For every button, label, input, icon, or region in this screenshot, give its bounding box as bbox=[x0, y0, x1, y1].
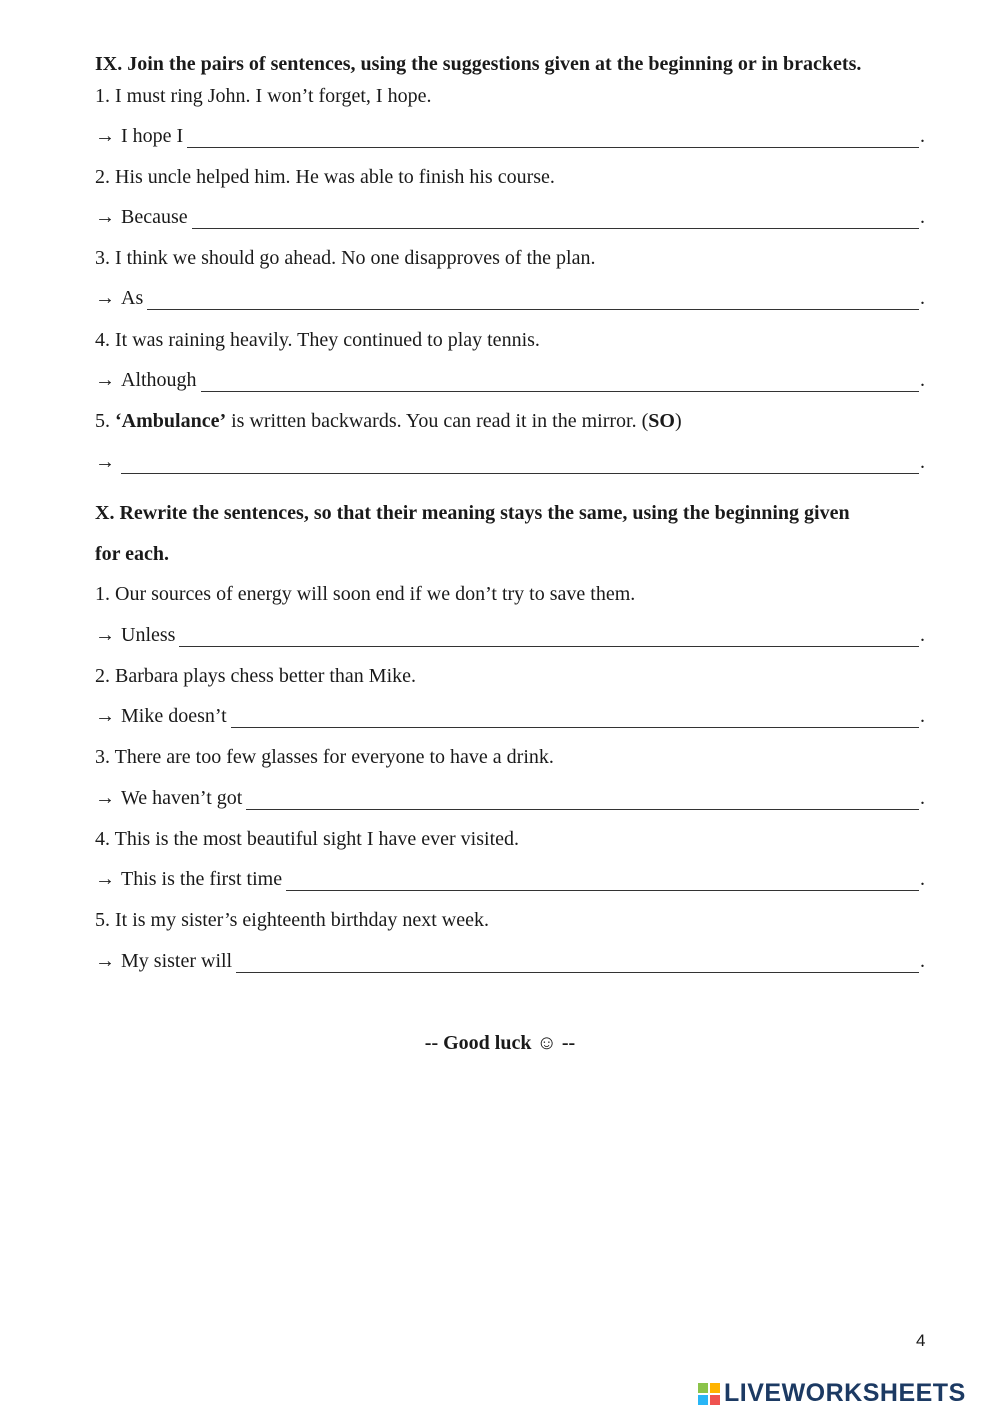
arrow-icon: → bbox=[95, 206, 115, 228]
answer-blank-input[interactable] bbox=[246, 791, 919, 810]
s9-question-1: 1. I must ring John. I won’t forget, I hope. bbox=[95, 85, 432, 107]
s10-question-3: 3. There are too few glasses for everyone to have a drink. bbox=[95, 746, 554, 768]
period: . bbox=[920, 287, 925, 309]
s9-answer-3 bbox=[95, 286, 925, 310]
answer-prefix: This is the first time bbox=[121, 868, 283, 890]
answer-prefix: Unless bbox=[121, 624, 176, 646]
section-10-heading-cont: for each. bbox=[95, 543, 170, 565]
period: . bbox=[920, 125, 925, 147]
s9-question-5 bbox=[95, 409, 682, 433]
answer-prefix: My sister will bbox=[121, 950, 233, 972]
period: . bbox=[920, 624, 925, 646]
brand-name: LIVEWORKSHEETS bbox=[724, 1379, 966, 1407]
arrow-icon: → bbox=[95, 787, 115, 809]
answer-blank-input[interactable] bbox=[147, 291, 919, 310]
period: . bbox=[920, 868, 925, 890]
s9-answer-1 bbox=[95, 124, 925, 148]
answer-blank-input[interactable] bbox=[286, 872, 919, 891]
answer-prefix: Although bbox=[121, 369, 197, 391]
section-9-heading: IX. Join the pairs of sentences, using the suggestions given at the beginning or in brackets. bbox=[95, 53, 862, 75]
liveworksheets-logo[interactable] bbox=[698, 1379, 966, 1408]
period: . bbox=[920, 206, 925, 228]
answer-prefix: Because bbox=[121, 206, 188, 228]
arrow-icon: → bbox=[95, 624, 115, 646]
s10-question-4: 4. This is the most beautiful sight I have ever visited. bbox=[95, 828, 520, 850]
good-luck-footer: -- Good luck ☺ -- bbox=[424, 1032, 576, 1054]
s9-question-2: 2. His uncle helped him. He was able to finish his course. bbox=[95, 166, 555, 188]
bold-word: ‘Ambulance’ bbox=[115, 410, 227, 432]
s10-question-5: 5. It is my sister’s eighteenth birthday next week. bbox=[95, 909, 489, 931]
answer-prefix: Mike doesn’t bbox=[121, 705, 227, 727]
s9-answer-4 bbox=[95, 368, 925, 392]
answer-blank-input[interactable] bbox=[121, 455, 919, 474]
question-number: 5. bbox=[95, 410, 115, 432]
liveworksheets-icon bbox=[698, 1383, 720, 1405]
period: . bbox=[920, 787, 925, 809]
period: . bbox=[920, 950, 925, 972]
answer-prefix: I hope I bbox=[121, 125, 184, 147]
s10-answer-1 bbox=[95, 623, 925, 647]
s10-question-1: 1. Our sources of energy will soon end if we don’t try to save them. bbox=[95, 583, 636, 605]
arrow-icon: → bbox=[95, 369, 115, 391]
period: . bbox=[920, 451, 925, 473]
arrow-icon: → bbox=[95, 125, 115, 147]
s10-answer-4 bbox=[95, 867, 925, 891]
s10-question-2: 2. Barbara plays chess better than Mike. bbox=[95, 665, 417, 687]
answer-blank-input[interactable] bbox=[236, 954, 919, 973]
arrow-icon: → bbox=[95, 451, 115, 473]
s10-answer-5 bbox=[95, 949, 925, 973]
s9-question-3: 3. I think we should go ahead. No one disapproves of the plan. bbox=[95, 247, 596, 269]
answer-blank-input[interactable] bbox=[192, 210, 919, 229]
arrow-icon: → bbox=[95, 705, 115, 727]
s10-answer-2 bbox=[95, 704, 925, 728]
answer-prefix: We haven’t got bbox=[121, 787, 243, 809]
s9-answer-5 bbox=[95, 450, 925, 474]
period: . bbox=[920, 369, 925, 391]
s9-answer-2 bbox=[95, 205, 925, 229]
answer-blank-input[interactable] bbox=[231, 709, 919, 728]
hint-word: SO bbox=[648, 410, 675, 432]
period: . bbox=[920, 705, 925, 727]
answer-blank-input[interactable] bbox=[201, 373, 919, 392]
s10-answer-3 bbox=[95, 786, 925, 810]
arrow-icon: → bbox=[95, 287, 115, 309]
question-text: is written backwards. You can read it in the mirror. ( bbox=[226, 410, 649, 432]
section-10-heading: X. Rewrite the sentences, so that their meaning stays the same, using the beginning given bbox=[95, 502, 850, 524]
close-paren: ) bbox=[674, 410, 682, 432]
s9-question-4: 4. It was raining heavily. They continued to play tennis. bbox=[95, 329, 540, 351]
arrow-icon: → bbox=[95, 868, 115, 890]
page-number: 4 bbox=[916, 1331, 926, 1350]
answer-blank-input[interactable] bbox=[187, 129, 919, 148]
answer-blank-input[interactable] bbox=[179, 628, 919, 647]
arrow-icon: → bbox=[95, 950, 115, 972]
answer-prefix: As bbox=[121, 287, 144, 309]
